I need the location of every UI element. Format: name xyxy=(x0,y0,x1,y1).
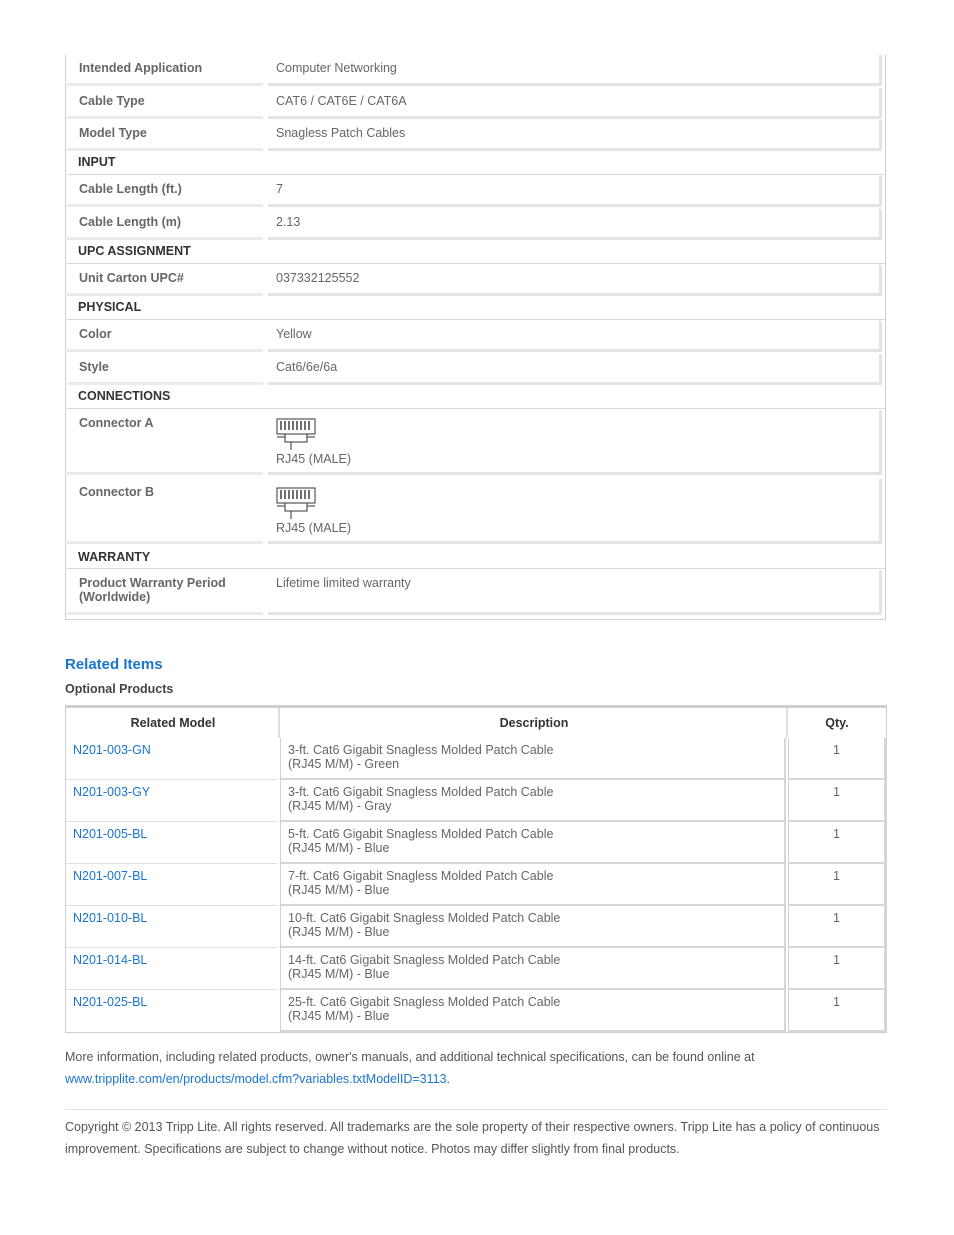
related-model-link[interactable]: N201-010-BL xyxy=(66,906,278,948)
related-qty: 1 xyxy=(788,864,886,906)
related-model-link[interactable]: N201-003-GN xyxy=(66,738,278,780)
related-description xyxy=(280,822,786,864)
related-qty: 1 xyxy=(788,738,886,780)
spec-label: Connector B xyxy=(67,479,263,544)
spec-value: CAT6 / CAT6E / CAT6A xyxy=(268,88,882,119)
description-line1: 3-ft. Cat6 Gigabit Snagless Molded Patch Cable xyxy=(288,785,554,799)
column-header-qty: Qty. xyxy=(825,716,849,730)
footer-divider xyxy=(65,1109,887,1110)
description-line2: (RJ45 M/M) - Blue xyxy=(288,1009,390,1023)
related-model-link[interactable]: N201-025-BL xyxy=(73,995,148,1009)
description-line2: (RJ45 M/M) - Green xyxy=(288,757,400,771)
related-qty: 1 xyxy=(788,990,886,1032)
spec-value: Cat6/6e/6a xyxy=(268,354,882,385)
spec-label: Color xyxy=(67,321,263,352)
section-divider xyxy=(67,319,885,320)
spec-value: Yellow xyxy=(268,321,882,352)
warranty-label-line1: Product Warranty Period xyxy=(79,576,226,590)
related-description xyxy=(280,780,786,822)
spec-label: Cable Length (ft.) xyxy=(67,176,263,207)
related-qty: 1 xyxy=(788,780,886,822)
spec-value: 2.13 xyxy=(268,209,882,240)
description-line1: 7-ft. Cat6 Gigabit Snagless Molded Patch Cable xyxy=(288,869,554,883)
description-line2: (RJ45 M/M) - Blue xyxy=(288,883,390,897)
spec-value-connector-a xyxy=(268,410,882,475)
section-heading-warranty: WARRANTY xyxy=(78,550,151,564)
section-divider xyxy=(67,408,885,409)
section-heading-connections: CONNECTIONS xyxy=(78,389,171,403)
more-info-paragraph xyxy=(65,1046,895,1090)
description-line2: (RJ45 M/M) - Gray xyxy=(288,799,392,813)
section-divider xyxy=(67,263,885,264)
related-model-link[interactable]: N201-014-BL xyxy=(66,948,278,990)
spec-label: Intended Application xyxy=(67,55,263,86)
description-line2: (RJ45 M/M) - Blue xyxy=(288,841,390,855)
section-heading-upc: UPC ASSIGNMENT xyxy=(78,244,191,258)
table-row xyxy=(66,822,886,864)
description-line1: 10-ft. Cat6 Gigabit Snagless Molded Patch Cable xyxy=(288,911,561,925)
column-header-description: Description xyxy=(499,716,569,730)
table-row xyxy=(66,948,886,990)
description-line1: 3-ft. Cat6 Gigabit Snagless Molded Patch Cable xyxy=(288,743,554,757)
header-divider xyxy=(278,708,280,738)
connector-b-type: RJ45 (MALE) xyxy=(276,521,352,535)
table-row xyxy=(66,780,886,822)
related-description xyxy=(280,738,786,780)
product-page-link[interactable]: www.tripplite.com/en/products/model.cfm?variables.txtModelID=3113 xyxy=(65,1072,447,1086)
related-items-heading: Related Items xyxy=(65,656,163,673)
related-model-link[interactable]: N201-003-GY xyxy=(66,780,278,822)
section-heading-input: INPUT xyxy=(78,155,116,169)
more-info-text: More information, including related products, owner's manuals, and additional technical specifications, can be found online at xyxy=(65,1050,755,1064)
copyright-notice: Copyright © 2013 Tripp Lite. All rights reserved. All trademarks are the sole property of their respective owners. Tripp Lite has a policy of continuous improvement. Specifications are subject to change without notice. Photos may differ slightly from final products. xyxy=(65,1120,880,1156)
related-qty: 1 xyxy=(788,822,886,864)
spec-value: Computer Networking xyxy=(268,55,882,86)
spec-label-warranty xyxy=(67,570,263,615)
warranty-label-line2: (Worldwide) xyxy=(79,590,151,604)
specifications-table xyxy=(65,55,886,620)
spec-value: Snagless Patch Cables xyxy=(268,120,882,151)
spec-label: Model Type xyxy=(67,120,263,151)
spec-label: Connector A xyxy=(67,410,263,475)
spec-value: 037332125552 xyxy=(268,265,882,296)
table-row xyxy=(66,906,886,948)
spec-value: Lifetime limited warranty xyxy=(268,570,882,615)
related-description xyxy=(280,906,786,948)
column-header-model: Related Model xyxy=(130,716,216,730)
description-line2: (RJ45 M/M) - Blue xyxy=(288,967,390,981)
related-model-link[interactable]: N201-007-BL xyxy=(66,864,278,906)
section-divider xyxy=(67,568,885,569)
spec-label: Cable Length (m) xyxy=(67,209,263,240)
spec-value: 7 xyxy=(268,176,882,207)
rj45-connector-icon xyxy=(276,487,318,521)
related-products-table xyxy=(65,705,887,1033)
description-line2: (RJ45 M/M) - Blue xyxy=(288,925,390,939)
spec-label: Style xyxy=(67,354,263,385)
related-description xyxy=(280,948,786,990)
connector-a-type: RJ45 (MALE) xyxy=(276,452,352,466)
related-model-link[interactable]: N201-005-BL xyxy=(66,822,278,864)
more-info-period: . xyxy=(446,1072,451,1086)
related-description xyxy=(280,990,786,1032)
spec-label: Cable Type xyxy=(67,88,263,119)
description-line1: 25-ft. Cat6 Gigabit Snagless Molded Patch Cable xyxy=(288,995,561,1009)
related-qty: 1 xyxy=(788,948,886,990)
section-heading-physical: PHYSICAL xyxy=(78,300,142,314)
related-qty: 1 xyxy=(788,906,886,948)
table-row xyxy=(66,864,886,906)
related-description xyxy=(280,864,786,906)
description-line1: 5-ft. Cat6 Gigabit Snagless Molded Patch Cable xyxy=(288,827,554,841)
table-row xyxy=(66,738,886,780)
spec-value-connector-b xyxy=(268,479,882,544)
spec-label: Unit Carton UPC# xyxy=(67,265,263,296)
section-divider xyxy=(67,174,885,175)
header-divider xyxy=(786,708,788,738)
table-row xyxy=(66,990,886,1032)
description-line1: 14-ft. Cat6 Gigabit Snagless Molded Patch Cable xyxy=(288,953,561,967)
optional-products-heading: Optional Products xyxy=(65,682,174,696)
rj45-connector-icon xyxy=(276,418,318,452)
